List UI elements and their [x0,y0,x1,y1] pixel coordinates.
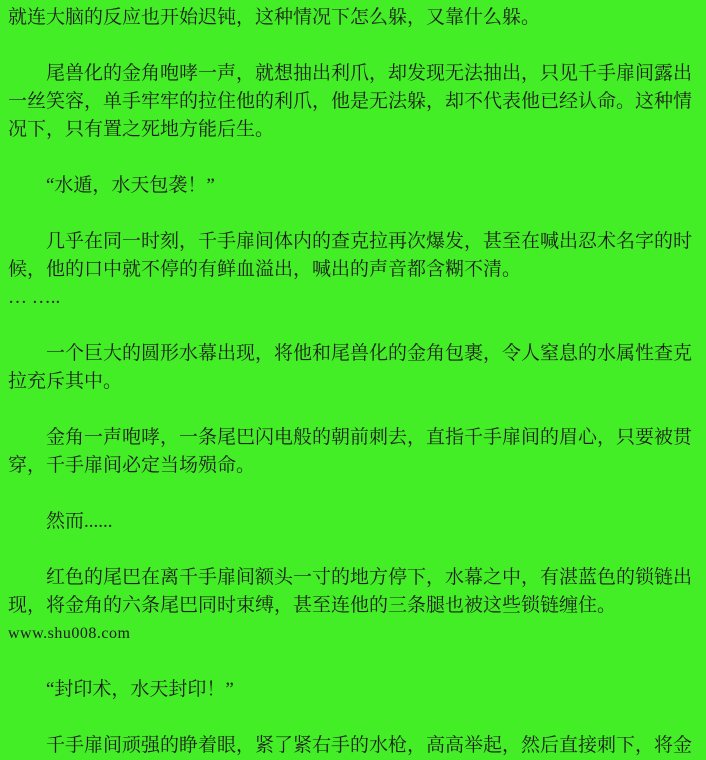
story-paragraph: 就连大脑的反应也开始迟钝，这种情况下怎么躲，又靠什么躲。 [8,7,541,28]
site-watermark: www.shu008.com [8,625,131,642]
story-dialogue: “封印术，水天封印！” [46,679,234,700]
story-ellipsis-line: … ….. [8,287,61,308]
story-paragraph: 尾兽化的金角咆哮一声，就想抽出利爪，却发现无法抽出，只见千手扉间露出一丝笑容，单手牢牢的拉住他的利爪，他是无法躲，却不代表他已经认命。这种情况下，只有置之死地方能后生。 [8,63,693,140]
story-paragraph: 千手扉间顽强的睁着眼，紧了紧右手的水枪，高高举起，然后直接刺下，将金 [46,735,693,756]
story-paragraph: 一个巨大的圆形水幕出现，将他和尾兽化的金角包裹，令人窒息的水属性查克拉充斥其中。 [8,343,693,392]
story-paragraph: 几乎在同一时刻，千手扉间体内的查克拉再次爆发，甚至在喊出忍术名字的时候，他的口中就不停的有鲜血溢出，喊出的声音都含糊不清。 [8,231,693,280]
story-paragraph: 然而...... [46,511,113,532]
story-dialogue: “水遁，水天包袭！” [46,175,215,196]
story-paragraph: 金角一声咆哮，一条尾巴闪电般的朝前刺去，直指千手扉间的眉心，只要被贯穿，千手扉间必定当场殒命。 [8,427,693,476]
story-paragraph: 红色的尾巴在离千手扉间额头一寸的地方停下，水幕之中，有湛蓝色的锁链出现，将金角的六条尾巴同时束缚，甚至连他的三条腿也被这些锁链缠住。 [8,567,693,616]
